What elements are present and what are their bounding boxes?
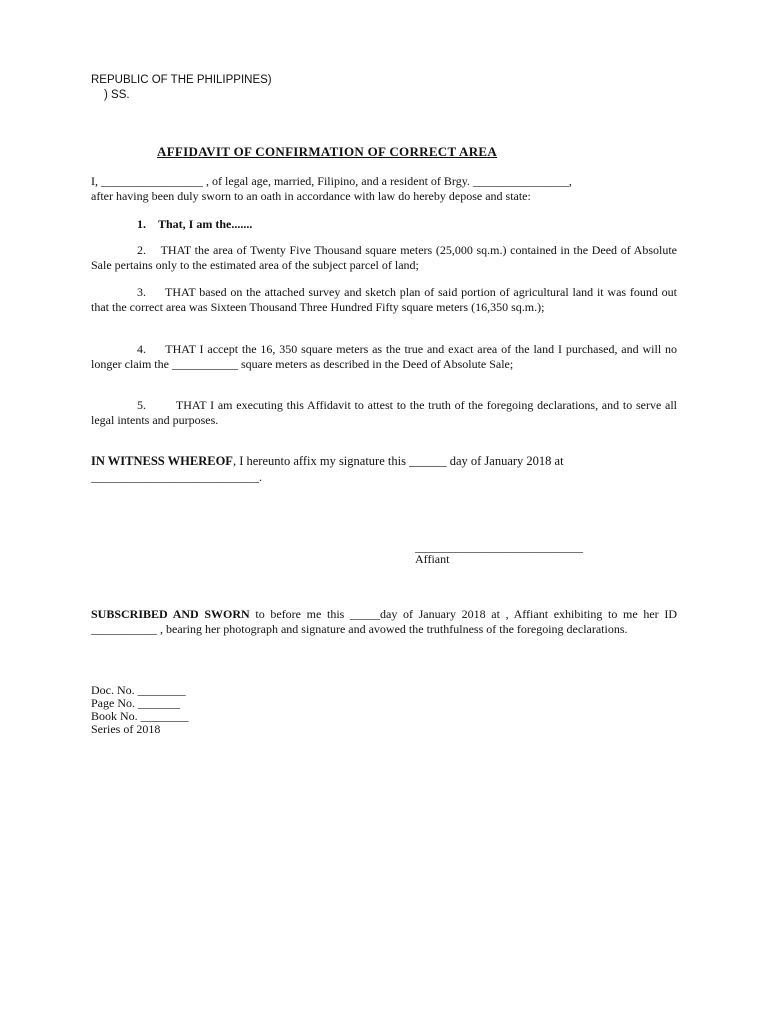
item-5 (91, 398, 677, 428)
item-3 (91, 285, 677, 315)
item-text: THAT I accept the 16, 350 square meters as the true and exact area of the land I purchased, and will no longer claim the ___________ square meters as described in the Deed of Absolute Sale; (91, 342, 678, 371)
item-1 (137, 217, 252, 232)
jurat-lead: SUBSCRIBED AND SWORN (91, 607, 250, 621)
affiant-signature-line: ____________________________ (415, 540, 583, 554)
jurat-text: to before me this _____day of January 2018 at , Affiant exhibiting to me her ID ___________ , bearing her photograph and signature and avowed the truthfulness of the foregoing declarations. (91, 607, 677, 636)
venue-line-1: REPUBLIC OF THE PHILIPPINES) (91, 74, 272, 86)
page-number: Page No. _______ (91, 696, 180, 710)
doc-number: Doc. No. ________ (91, 683, 186, 697)
jurat-paragraph (91, 607, 677, 637)
series-year: Series of 2018 (91, 722, 161, 736)
item-2 (91, 243, 677, 273)
item-text: That, I am the....... (158, 217, 253, 231)
item-text: THAT based on the attached survey and sketch plan of said portion of agricultural land it was found out that the correct area was Sixteen Thousand Three Hundred Fifty square meters (16,350 sq.m.); (91, 285, 678, 314)
item-number: 3. (137, 285, 146, 299)
intro-line-1: I, _________________ , of legal age, married, Filipino, and a resident of Brgy. ________________, (91, 174, 572, 188)
item-number: 4. (137, 342, 146, 356)
document-title: AFFIDAVIT OF CONFIRMATION OF CORRECT AREA (157, 144, 498, 159)
witness-lead: IN WITNESS WHEREOF (91, 454, 233, 468)
item-text: THAT I am executing this Affidavit to attest to the truth of the foregoing declarations, and to serve all legal intents and purposes. (91, 398, 678, 427)
notarial-block (91, 684, 189, 736)
item-number: 2. (137, 243, 146, 257)
witness-place-line: ____________________________. (91, 470, 262, 484)
item-number: 5. (137, 398, 146, 412)
item-4 (91, 342, 677, 372)
item-text: THAT the area of Twenty Five Thousand square meters (25,000 sq.m.) contained in the Deed of Absolute Sale pertains only to the estimated area of the subject parcel of land; (91, 243, 678, 272)
affiant-label: Affiant (415, 552, 450, 566)
venue-line-2: ) SS. (104, 89, 130, 101)
intro-line-2: after having been duly sworn to an oath in accordance with law do hereby depose and state: (91, 189, 531, 203)
witness-paragraph (91, 454, 677, 469)
witness-text: , I hereunto affix my signature this ______ day of January 2018 at (232, 454, 564, 468)
item-number: 1. (137, 217, 146, 231)
book-number: Book No. ________ (91, 709, 189, 723)
